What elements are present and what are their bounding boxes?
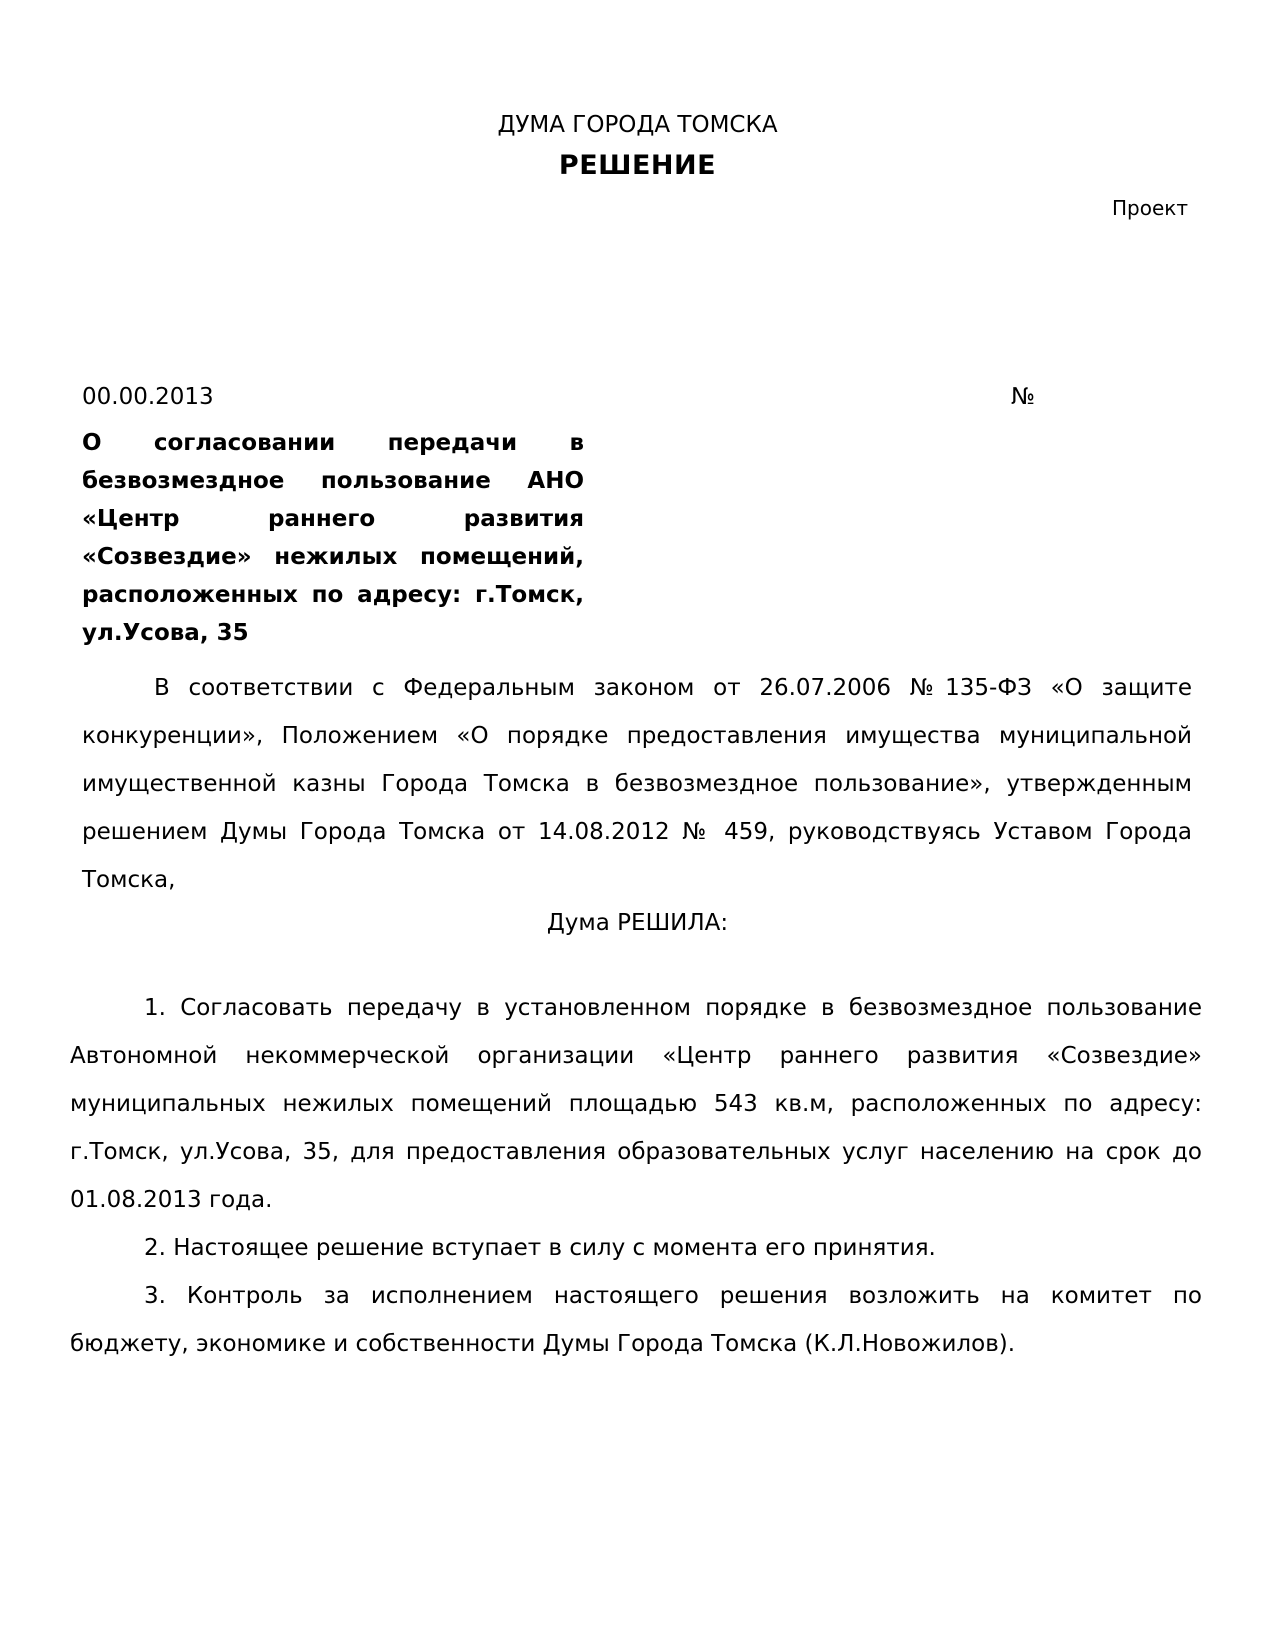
subject-title: О согласовании передачи в безвозмездное пользование АНО «Центр раннего развития «Созвездие» нежилых помещений, расположенных по адресу: г.Томск, ул.Усова, 35	[82, 430, 584, 646]
document-date: 00.00.2013	[82, 384, 214, 410]
resolve-line: Дума РЕШИЛА:	[546, 910, 729, 936]
resolution-item-1: 1. Согласовать передачу в установленном порядке в безвозмездное пользование Автономной некоммерческой организации «Центр раннего развития «Созвездие» муниципальных нежилых помещений площадью 543 кв.м, расположенных по адресу: г.Томск, ул.Усова, 35, для предоставления образовательных услуг населению на срок до 01.08.2013 года.	[70, 995, 1202, 1213]
draft-mark: Проект	[1111, 196, 1188, 220]
document-number-label: №	[1011, 384, 1035, 410]
council-name: ДУМА ГОРОДА ТОМСКА	[497, 112, 778, 138]
preamble-paragraph: В соответствии с Федеральным законом от 26.07.2006 №135-ФЗ «О защите конкуренции», Положением «О порядке предоставления имущества муниципальной имущественной казны Города Томска в безвозмездное пользование», утвержденным решением Думы Города Томска от 14.08.2012 № 459, руководствуясь Уставом Города Томска,	[82, 675, 1192, 893]
resolution-item-2: 2. Настоящее решение вступает в силу с момента его принятия.	[144, 1235, 936, 1261]
resolution-item-3: 3. Контроль за исполнением настоящего решения возложить на комитет по бюджету, экономике и собственности Думы Города Томска (К.Л.Новожилов).	[70, 1283, 1202, 1357]
document-type-title: РЕШЕНИЕ	[558, 150, 717, 181]
